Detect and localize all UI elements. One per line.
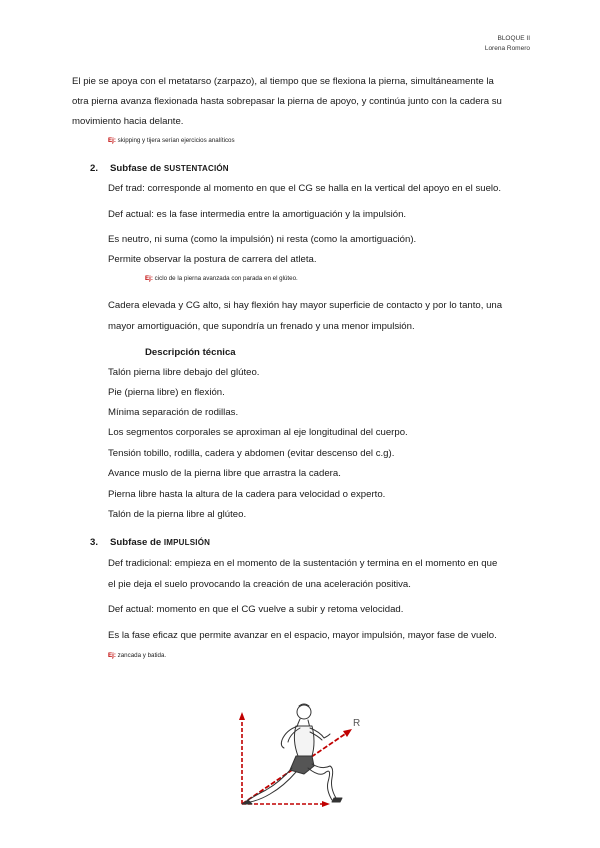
def-actual: Def actual: es la fase intermedia entre la amortiguación y la impulsión. xyxy=(108,209,407,220)
horizontal-arrowhead xyxy=(322,801,330,807)
intro-line-3: movimiento hacia delante. xyxy=(72,116,184,127)
example-label: Ej: xyxy=(108,137,116,144)
def-trad-line-2: el pie deja el suelo provocando la creación de una aceleración positiva. xyxy=(108,579,411,590)
list-item: Avance muslo de la pierna libre que arrastra la cadera. xyxy=(108,468,341,479)
runner-figure xyxy=(242,704,342,804)
example-label: Ej: xyxy=(108,652,116,659)
vertical-arrowhead xyxy=(239,712,245,720)
list-item: Pierna libre hasta la altura de la cadera para velocidad o experto. xyxy=(108,489,386,500)
list-item: Talón de la pierna libre al glúteo. xyxy=(108,509,247,520)
list-item: Tensión tobillo, rodilla, cadera y abdomen (evitar descenso del c.g). xyxy=(108,448,395,459)
list-item: Los segmentos corporales se aproximan al eje longitudinal del cuerpo. xyxy=(108,427,408,438)
cadera-line-2: mayor amortiguación, que supondría un frenado y una menor impulsión. xyxy=(108,321,415,332)
list-item: Mínima separación de rodillas. xyxy=(108,407,239,418)
section-title-prefix: Subfase de xyxy=(110,163,164,174)
force-label: R xyxy=(353,718,361,729)
section-title-prefix: Subfase de xyxy=(110,537,164,548)
section-3-heading xyxy=(90,537,210,548)
section-3-example xyxy=(108,652,166,659)
section-title: SUSTENTACIÓN xyxy=(163,164,229,173)
permite-text: Permite observar la postura de carrera del atleta. xyxy=(108,254,317,265)
section-number: 2. xyxy=(90,163,99,174)
example-label: Ej: xyxy=(145,275,153,282)
intro-line-1: El pie se apoya con el metatarso (zarpazo), al tiempo que se flexiona la pierna, simultáneamente la xyxy=(72,76,494,87)
section-title: IMPULSIÓN xyxy=(163,538,211,547)
example-text: skipping y tijera serían ejercicios analíticos xyxy=(115,137,235,144)
def-trad-line-1: Def tradicional: empieza en el momento de la sustentación y termina en el momento en que xyxy=(108,558,498,569)
section-2-example xyxy=(145,275,298,282)
intro-example xyxy=(108,137,235,144)
resultant-arrowhead xyxy=(343,729,352,737)
section-number: 3. xyxy=(90,537,99,548)
header-author: Lorena Romero xyxy=(484,45,530,52)
fase-eficaz-text: Es la fase eficaz que permite avanzar en el espacio, mayor impulsión, mayor fase de vuelo. xyxy=(108,630,497,641)
list-item: Pie (pierna libre) en flexión. xyxy=(108,387,225,398)
runner-force-diagram xyxy=(230,696,380,808)
list-item: Talón pierna libre debajo del glúteo. xyxy=(108,367,260,378)
neutro-text: Es neutro, ni suma (como la impulsión) ni resta (como la amortiguación). xyxy=(108,234,417,245)
example-text: ciclo de la pierna avanzada con parada en el glúteo. xyxy=(152,275,298,282)
section-2-heading xyxy=(90,163,229,174)
def-actual: Def actual: momento en que el CG vuelve a subir y retoma velocidad. xyxy=(108,604,404,615)
header-block: BLOQUE II xyxy=(497,35,530,42)
cadera-line-1: Cadera elevada y CG alto, si hay flexión hay mayor superficie de contacto y por lo tanto, una xyxy=(108,300,503,311)
intro-line-2: otra pierna avanza flexionada hasta sobrepasar la pierna de apoyo, y continúa junto con la cadera su xyxy=(72,96,502,107)
example-text: zancada y batida. xyxy=(115,652,167,659)
descripcion-tecnica-title: Descripción técnica xyxy=(145,347,236,358)
def-trad: Def trad: corresponde al momento en que el CG se halla en la vertical del apoyo en el suelo. xyxy=(108,183,502,194)
page-header xyxy=(485,34,530,54)
